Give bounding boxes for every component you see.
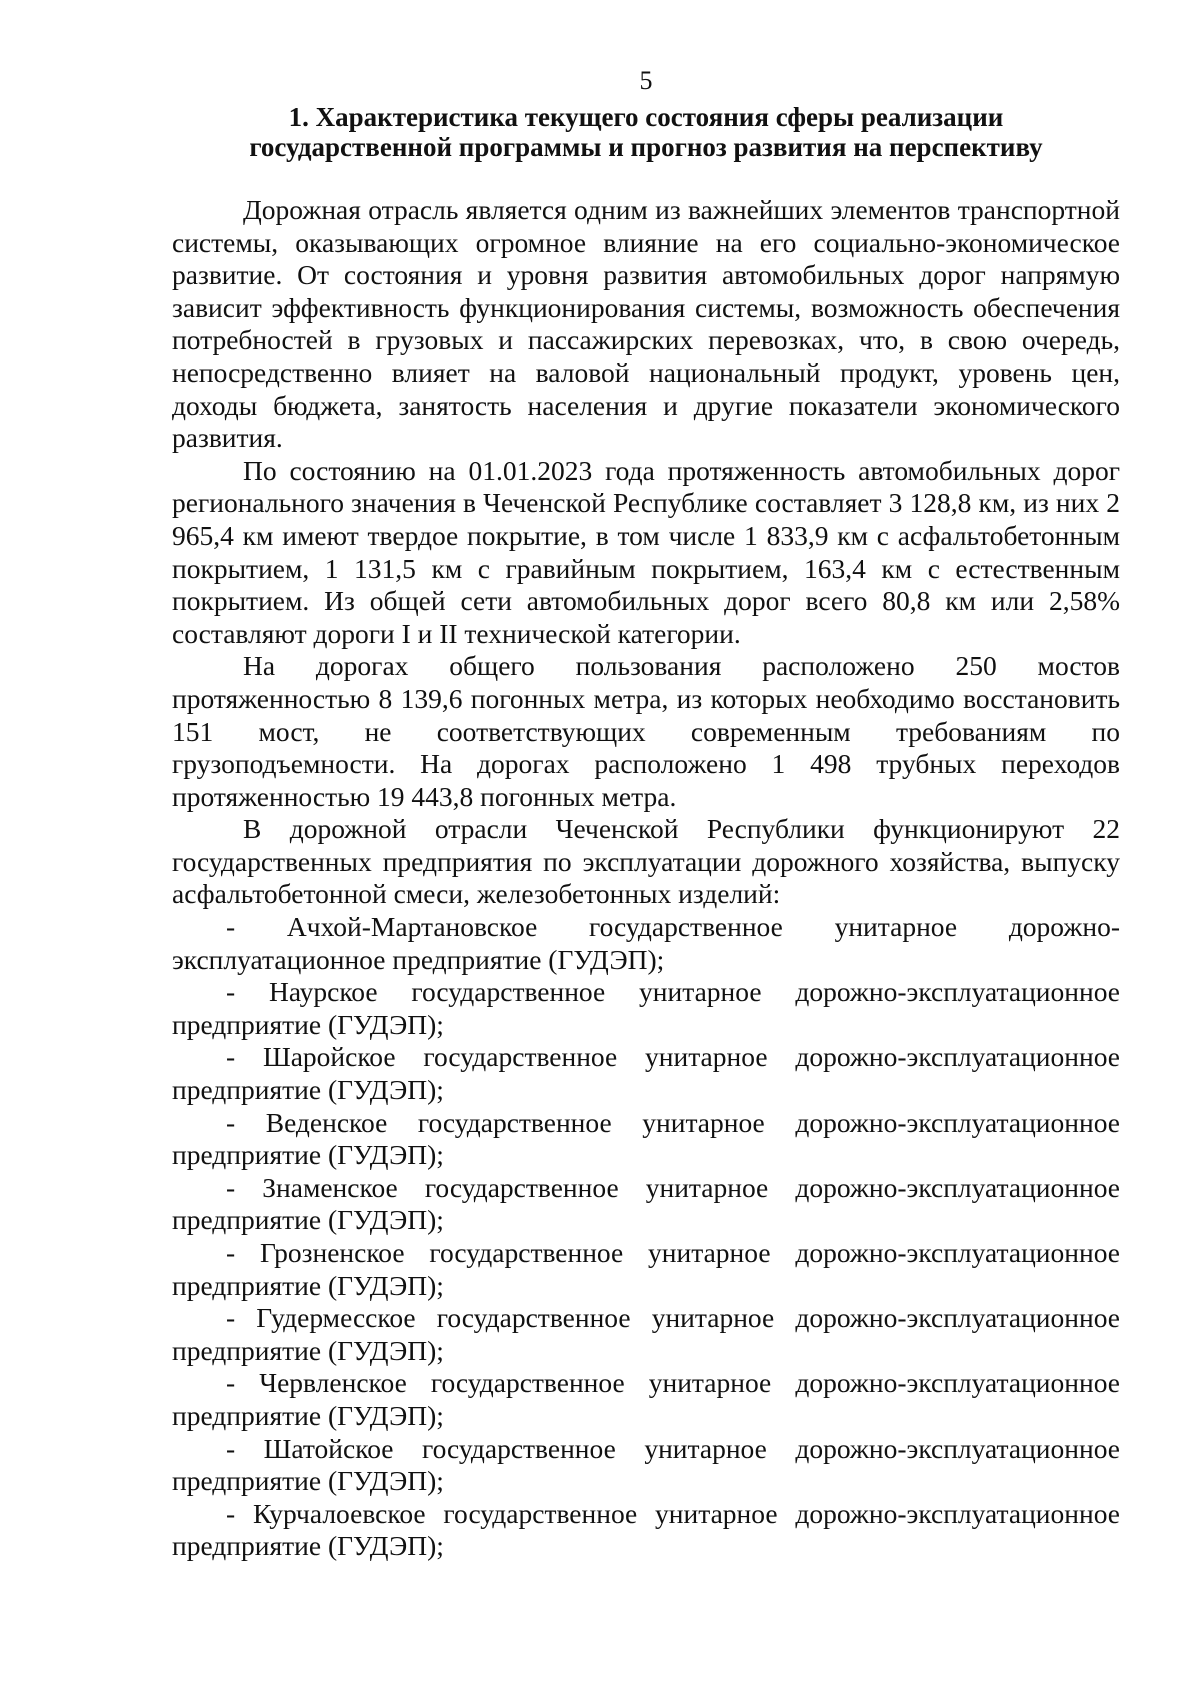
- list-item: - Червленское государственное унитарное дорожно-эксплуатационное предприятие (ГУДЭП);: [172, 1367, 1120, 1431]
- paragraph-bridges: На дорогах общего пользования расположено 250 мостов протяженностью 8 139,6 погонных метра, из которых необходимо восстановить 151 мост, не соответствующих современным требованиям по грузоподъемности. На дорогах расположено 1 498 трубных переходов протяженностью 19 443,8 погонных метра.: [172, 650, 1120, 812]
- list-item: - Веденское государственное унитарное дорожно-эксплуатационное предприятие (ГУДЭП);: [172, 1106, 1120, 1171]
- document-body: [172, 194, 1120, 1563]
- section-heading: [172, 102, 1120, 162]
- list-item: - Знаменское государственное унитарное дорожно-эксплуатационное предприятие (ГУДЭП);: [172, 1171, 1120, 1236]
- list-item: - Гудермесское государственное унитарное дорожно-эксплуатационное предприятие (ГУДЭП);: [172, 1302, 1120, 1366]
- paragraph-road-industry: Дорожная отрасль является одним из важнейших элементов транспортной системы, оказывающих огромное влияние на его социально-экономическое развитие. От состояния и уровня развития автомобильных дорог напрямую зависит эффективность функционирования системы, возможность обеспечения потребностей в грузовых и пассажирских перевозках, что, в свою очередь, непосредственно влияет на валовой национальный продукт, уровень цен, доходы бюджета, занятость населения и другие показатели экономического развития.: [172, 194, 1120, 454]
- list-item: - Шаройское государственное унитарное дорожно-эксплуатационное предприятие (ГУДЭП);: [172, 1041, 1120, 1106]
- list-item: - Шатойское государственное унитарное дорожно-эксплуатационное предприятие (ГУДЭП);: [172, 1432, 1120, 1497]
- list-item: - Наурское государственное унитарное дорожно-эксплуатационное предприятие (ГУДЭП);: [172, 976, 1120, 1040]
- paragraph-enterprises-intro: В дорожной отрасли Чеченской Республики функционируют 22 государственных предприятия по эксплуатации дорожного хозяйства, выпуску асфальтобетонной смеси, железобетонных изделий:: [172, 813, 1120, 910]
- list-item: - Ачхой-Мартановское государственное унитарное дорожно-эксплуатационное предприятие (ГУДЭП);: [172, 911, 1120, 975]
- list-item: - Грозненское государственное унитарное дорожно-эксплуатационное предприятие (ГУДЭП);: [172, 1237, 1120, 1301]
- paragraph-road-length: По состоянию на 01.01.2023 года протяженность автомобильных дорог регионального значения в Чеченской Республике составляет 3 128,8 км, из них 2 965,4 км имеют твердое покрытие, в том числе 1 833,9 км с асфальтобетонным покрытием, 1 131,5 км с гравийным покрытием, 163,4 км с естественным покрытием. Из общей сети автомобильных дорог всего 80,8 км или 2,58% составляют дороги I и II технической категории.: [172, 454, 1120, 649]
- page-number: 5: [639, 66, 653, 95]
- section-heading-line-2: государственной программы и прогноз развития на перспективу: [249, 132, 1043, 162]
- section-heading-line-1: 1. Характеристика текущего состояния сферы реализации: [288, 102, 1004, 132]
- list-item: - Курчалоевское государственное унитарное дорожно-эксплуатационное предприятие (ГУДЭП);: [172, 1497, 1120, 1562]
- document-page: [172, 66, 1120, 1563]
